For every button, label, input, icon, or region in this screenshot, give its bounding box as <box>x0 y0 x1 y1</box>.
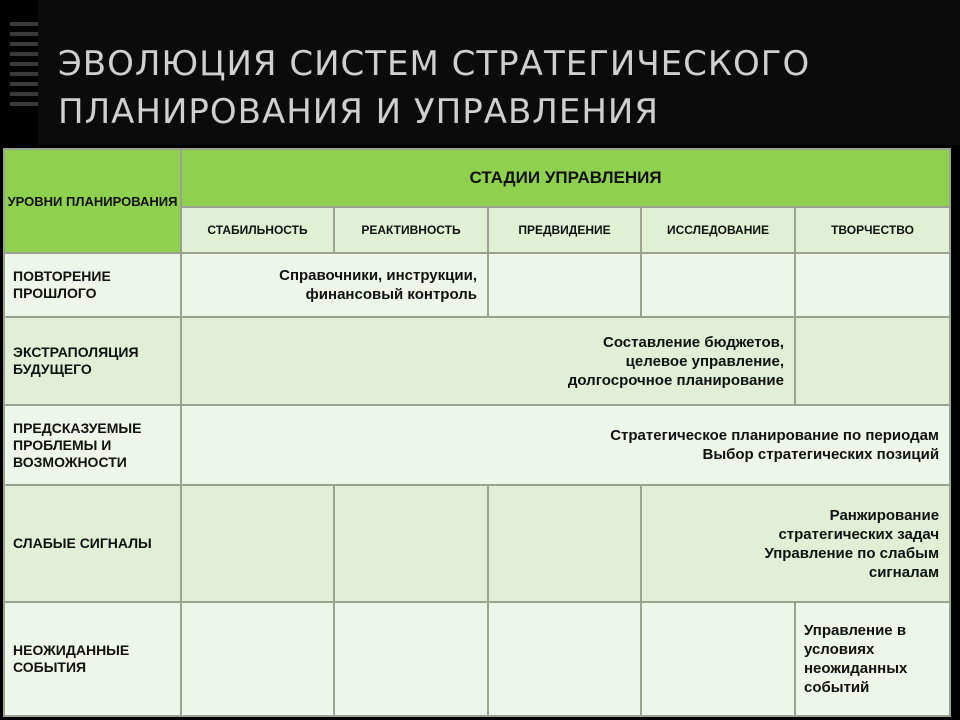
slide-title <box>58 40 918 136</box>
slide-title-line-1: ЭВОЛЮЦИЯ СИСТЕМ СТРАТЕГИЧЕСКОГО <box>58 44 811 84</box>
row-label-unexpected: НЕОЖИДАННЫЕ СОБЫТИЯ <box>4 602 181 716</box>
row-past-content <box>181 253 488 317</box>
stages-header: СТАДИИ УПРАВЛЕНИЯ <box>181 149 950 207</box>
row-weak-signals-line-1: Ранжирование <box>829 506 940 524</box>
row-unexpected-content <box>795 602 950 716</box>
empty-cell <box>641 602 795 716</box>
slide-title-line-2: ПЛАНИРОВАНИЯ И УПРАВЛЕНИЯ <box>58 92 659 132</box>
row-predictable-content <box>181 405 950 485</box>
decorative-stripes <box>10 0 42 145</box>
row-label-weak-signals: СЛАБЫЕ СИГНАЛЫ <box>4 485 181 602</box>
row-past-line-2: финансовый контроль <box>305 286 477 303</box>
row-unexpected-line-4: событий <box>804 679 870 696</box>
row-weak-signals-line-2: стратегических задач <box>778 525 940 543</box>
row-extrapolation-line-1: Составление бюджетов, <box>603 333 784 351</box>
evolution-table <box>3 148 951 717</box>
empty-cell <box>641 253 795 317</box>
row-weak-signals-line-3: Управление по слабым <box>764 544 940 562</box>
empty-cell <box>795 253 950 317</box>
empty-cell <box>795 317 950 405</box>
row-unexpected-line-2: условиях <box>804 641 875 658</box>
row-unexpected-line-3: неожиданных <box>804 660 908 677</box>
stage-research: ИССЛЕДОВАНИЕ <box>641 207 795 253</box>
empty-cell <box>334 485 488 602</box>
row-weak-signals-line-4: сигналам <box>868 563 940 581</box>
stage-reactivity: РЕАКТИВНОСТЬ <box>334 207 488 253</box>
row-label-predictable: ПРЕДСКАЗУЕМЫЕ ПРОБЛЕМЫ И ВОЗМОЖНОСТИ <box>4 405 181 485</box>
stage-foresight: ПРЕДВИДЕНИЕ <box>488 207 641 253</box>
stage-creativity: ТВОРЧЕСТВО <box>795 207 950 253</box>
row-label-extrapolation: ЭКСТРАПОЛЯЦИЯ БУДУЩЕГО <box>4 317 181 405</box>
empty-cell <box>181 602 334 716</box>
row-label-past: ПОВТОРЕНИЕ ПРОШЛОГО <box>4 253 181 317</box>
empty-cell <box>488 602 641 716</box>
stage-stability: СТАБИЛЬНОСТЬ <box>181 207 334 253</box>
empty-cell <box>488 253 641 317</box>
row-past-line-1: Справочники, инструкции, <box>279 267 477 284</box>
row-extrapolation-content <box>181 317 795 405</box>
row-predictable-line-2: Выбор стратегических позиций <box>702 446 940 463</box>
empty-cell <box>488 485 641 602</box>
empty-cell <box>334 602 488 716</box>
row-extrapolation-line-3: долгосрочное планирование <box>567 371 784 389</box>
corner-header: УРОВНИ ПЛАНИРОВАНИЯ <box>4 149 181 253</box>
row-weak-signals-content <box>641 485 950 602</box>
empty-cell <box>181 485 334 602</box>
row-predictable-line-1: Стратегическое планирование по периодам <box>610 427 940 444</box>
row-unexpected-line-1: Управление в <box>804 622 907 639</box>
row-extrapolation-line-2: целевое управление, <box>625 352 784 370</box>
